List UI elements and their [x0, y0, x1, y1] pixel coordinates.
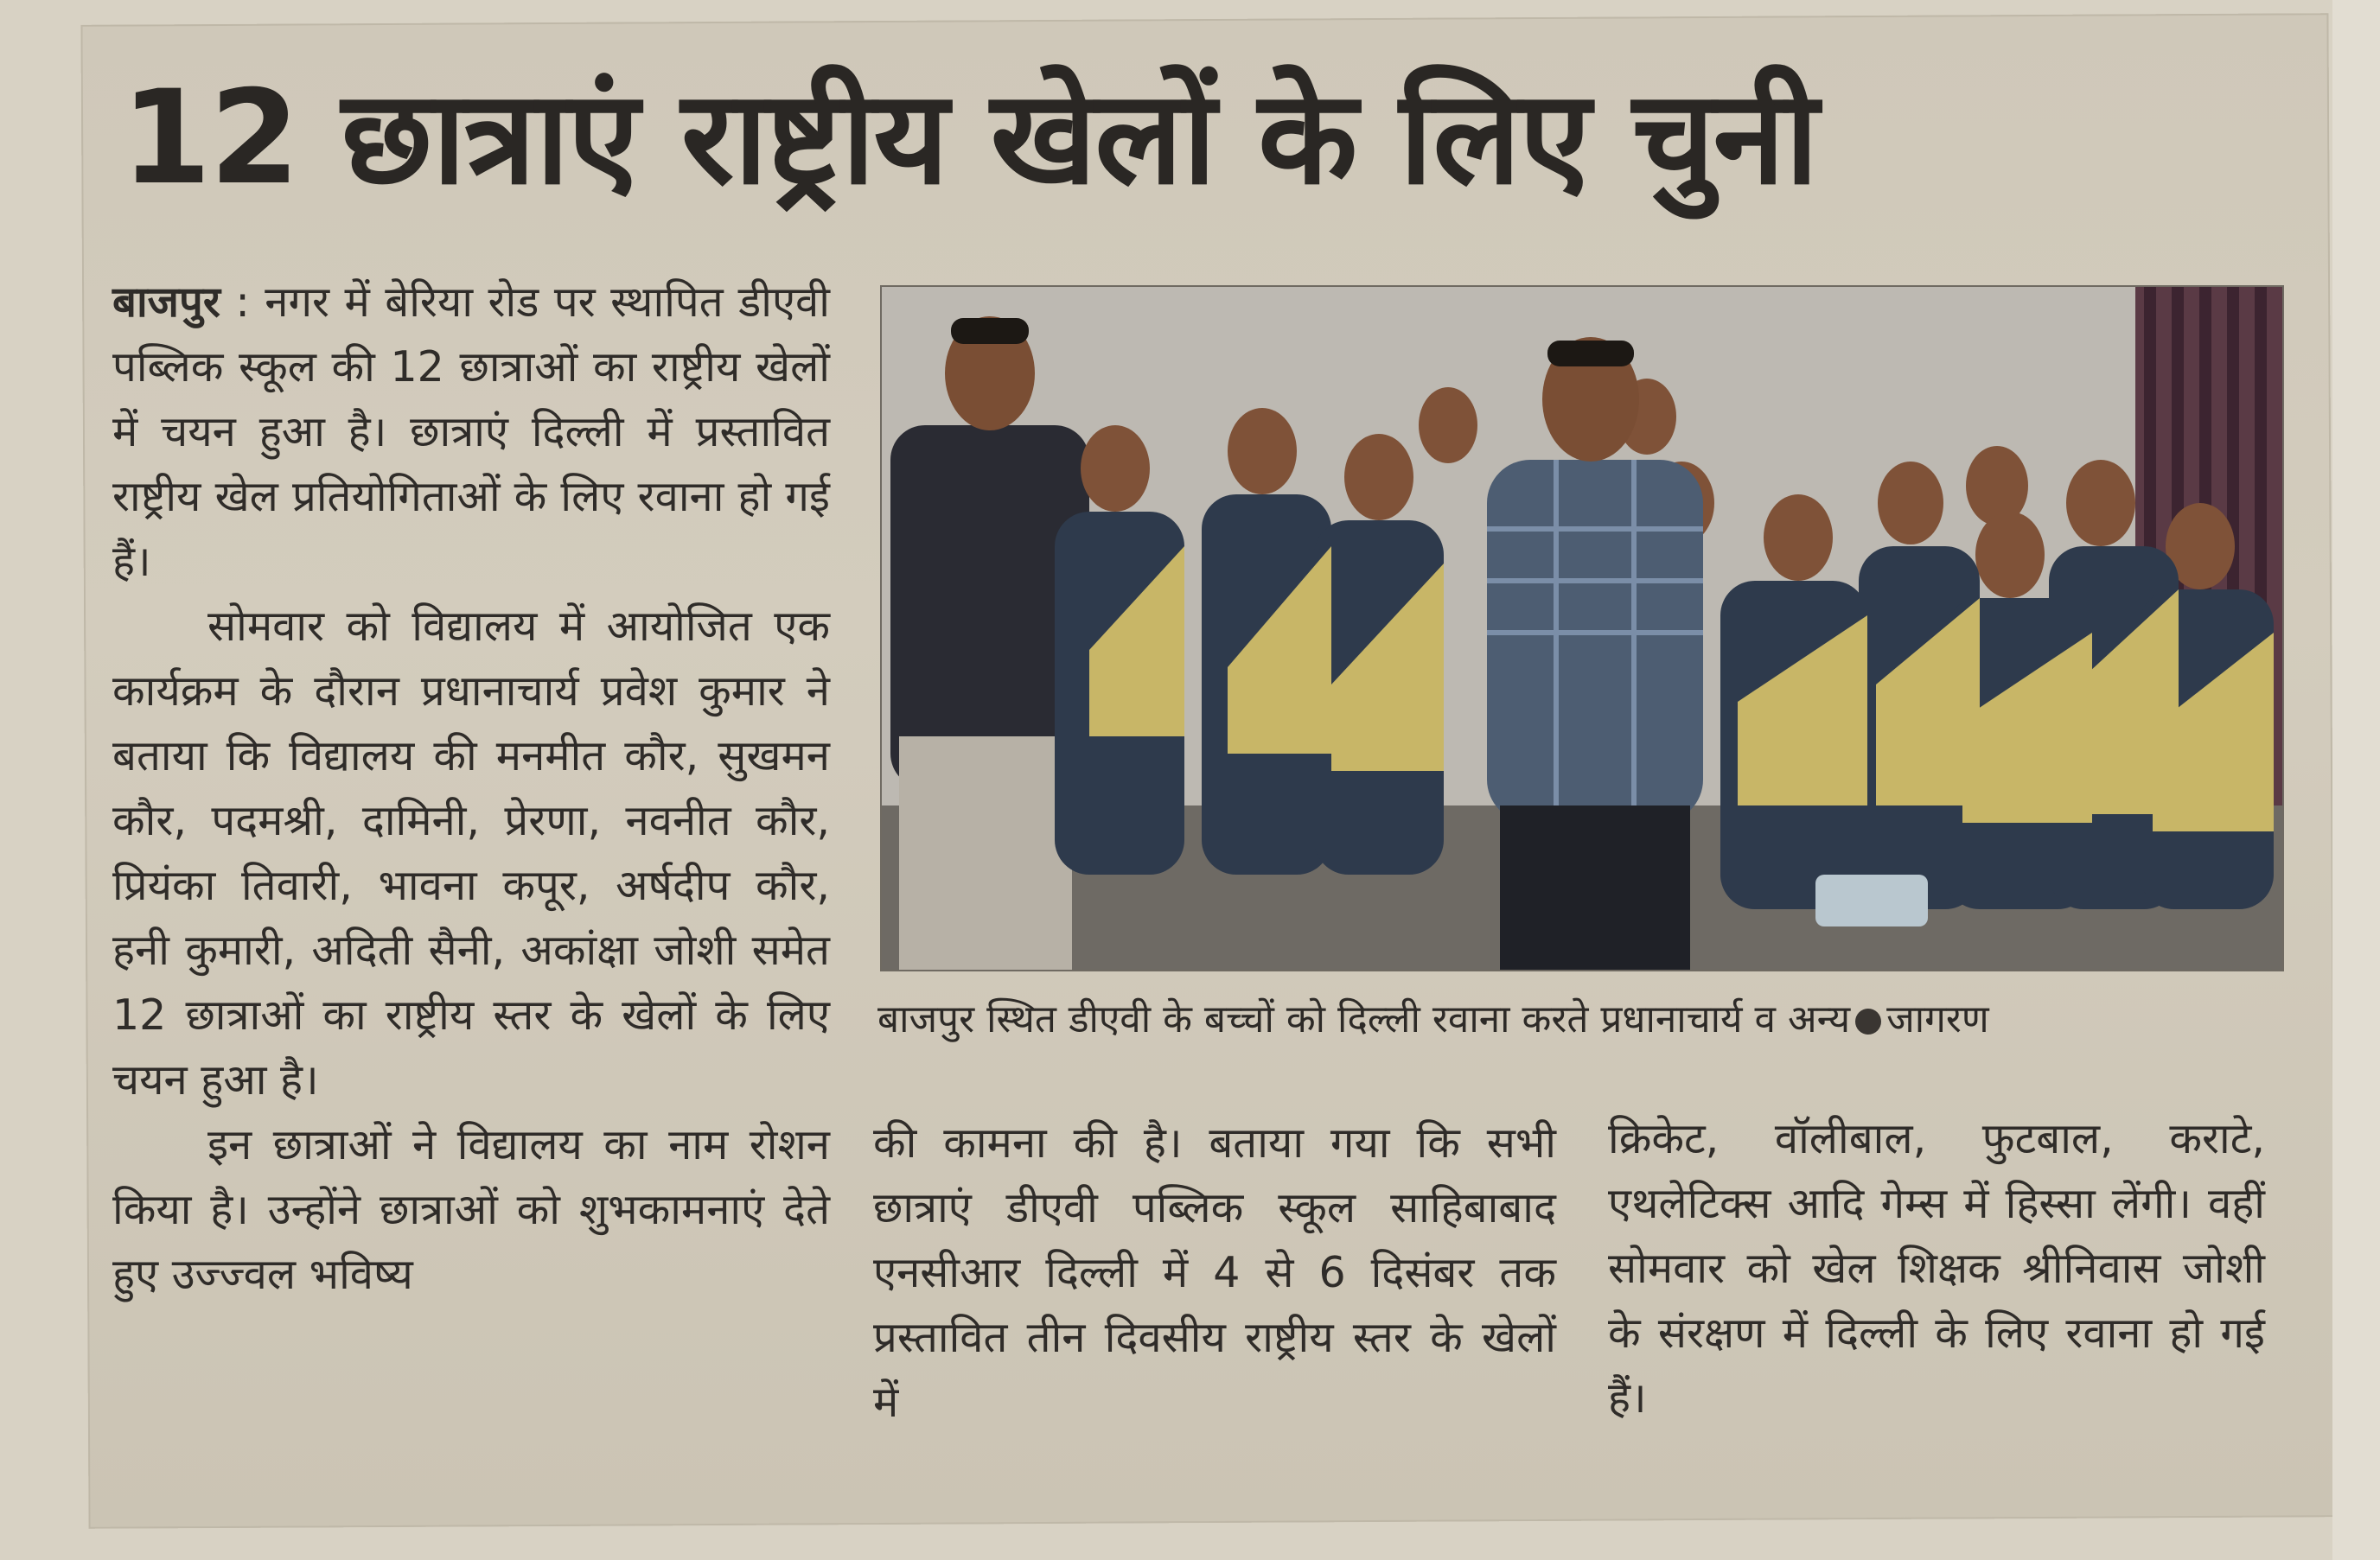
dateline: बाजपुर — [112, 277, 220, 327]
group-photo-illustration — [882, 287, 2282, 970]
article-column-1 — [112, 270, 830, 1307]
bullet-icon — [1855, 1009, 1881, 1035]
article-paragraph-3: इन छात्राओं ने विद्यालय का नाम रोशन किया है। उन्होंने छात्राओं को शुभकामनाएं देते हुए उज्ज्वल भविष्य — [112, 1120, 830, 1299]
photo-credit: जागरण — [1886, 997, 1989, 1041]
article-column-2 — [873, 1111, 1556, 1435]
article-paragraph-2: सोमवार को विद्यालय में आयोजित एक कार्यक्रम के दौरान प्रधानाचार्य प्रवेश कुमार ने बताया कि विद्यालय की मनमीत कौर, सुखमन कौर, पदमश्री, दामिनी, प्रेरणा, नवनीत कौर, प्रियंका तिवारी, भावना कपूर, अर्षदीप कौर, हनी कुमारी, अदिती सैनी, अकांक्षा जोशी समेत 12 छात्राओं का राष्ट्रीय स्तर के खेलों के लिए चयन हुआ है। — [112, 602, 830, 1105]
paragraph-1-text: : नगर में बेरिया रोड पर स्थापित डीएवी पब्लिक स्कूल की 12 छात्राओं का राष्ट्रीय खेलों में चयन हुआ है। छात्राएं दिल्ली में प्रस्तावित राष्ट्रीय खेल प्रतियोगिताओं के लिए रवाना हो गई हैं। — [112, 277, 830, 586]
news-photo — [880, 285, 2284, 971]
caption-text: बाजपुर स्थित डीएवी के बच्चों को दिल्ली रवाना करते प्रधानाचार्य व अन्य — [877, 997, 1851, 1041]
article-paragraph-5: क्रिकेट, वॉलीबाल, फुटबाल, कराटे, एथलेटिक्स आदि गेम्स में हिस्सा लेंगी। वहीं सोमवार को खेल शिक्षक श्रीनिवास जोशी के संरक्षण में दिल्ली के लिए रवाना हो गई हैं। — [1608, 1114, 2265, 1423]
photo-caption — [877, 994, 2278, 1046]
article-paragraph-1 — [112, 270, 830, 594]
headline: 12 छात्राएं राष्ट्रीय खेलों के लिए चुनी — [121, 63, 1817, 213]
background-strip — [2332, 0, 2380, 1560]
article-paragraph-4: की कामना की है। बताया गया कि सभी छात्राएं डीएवी पब्लिक स्कूल साहिबाबाद एनसीआर दिल्ली में 4 से 6 दिसंबर तक प्रस्तावित तीन दिवसीय राष्ट्रीय स्तर के खेलों में — [873, 1118, 1556, 1427]
article-column-3 — [1608, 1106, 2265, 1430]
